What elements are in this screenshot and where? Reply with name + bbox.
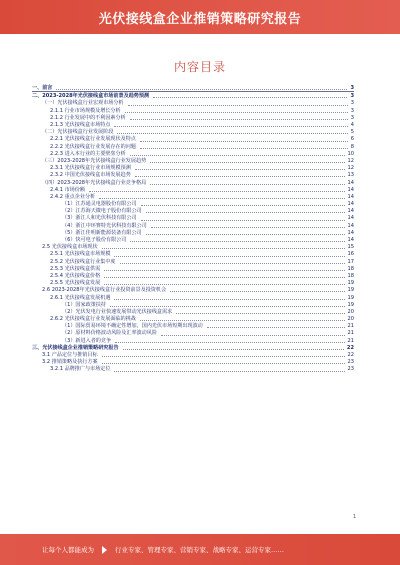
toc-entry[interactable]: [32, 135, 354, 142]
toc-entry-title: 2.6.1 光伏接线盒发展机遇: [50, 294, 111, 301]
toc-entry-page: 19: [347, 301, 354, 308]
toc-leader-dots: [207, 327, 345, 328]
toc-entry[interactable]: [32, 243, 354, 250]
toc-entry-page: 14: [347, 193, 354, 200]
arrow-right-icon: [102, 546, 107, 554]
toc-entry-page: 18: [347, 265, 354, 272]
toc-entry-title: （一）光伏接线盒行业宏观市场分析: [42, 100, 124, 107]
toc-leader-dots: [115, 342, 344, 343]
toc-leader-dots: [146, 234, 345, 235]
footer-band: [0, 534, 400, 565]
toc-entry[interactable]: [32, 178, 354, 185]
toc-entry-title: 一、前言: [32, 85, 53, 92]
toc-entry-title: （1）江苏通灵电器股份有限公司: [62, 201, 137, 208]
toc-entry-page: 8: [350, 143, 354, 150]
toc-entry-title: 2.5.5 光伏接线盒发展: [50, 280, 101, 287]
document-title: 光伏接线盒企业推销策略研究报告: [98, 12, 302, 27]
toc-entry[interactable]: [32, 171, 354, 178]
toc-entry-page: 12: [347, 157, 354, 164]
toc-entry[interactable]: [32, 91, 354, 99]
toc-leader-dots: [130, 241, 344, 242]
toc-entry-page: 20: [347, 308, 354, 315]
toc-entry[interactable]: [32, 121, 354, 128]
toc-entry[interactable]: [32, 322, 354, 329]
toc-entry-page: 14: [347, 229, 354, 236]
toc-entry-title: 二、2023-2028年光伏接线盒市场前景及趋势预测: [32, 93, 150, 100]
toc-leader-dots: [56, 89, 347, 90]
toc-entry[interactable]: [32, 164, 354, 171]
toc-entry-page: 14: [347, 208, 354, 215]
toc-leader-dots: [114, 256, 344, 257]
toc-entry-title: 2.2.2 光伏接线盒行业发展存在的问题: [50, 143, 136, 150]
toc-entry[interactable]: [32, 186, 354, 193]
toc-entry[interactable]: [32, 344, 354, 351]
toc-entry[interactable]: [32, 107, 354, 114]
toc-leader-dots: [114, 371, 344, 372]
toc-entry-page: 3: [350, 85, 354, 92]
toc-leader-dots: [102, 356, 345, 357]
toc-leader-dots: [117, 133, 347, 134]
toc-entry-title: 2.2.3 进入本行业的主要壁垒分析: [50, 150, 126, 157]
toc-entry-page: 12: [347, 165, 354, 172]
toc-entry[interactable]: [32, 351, 354, 358]
toc-leader-dots: [141, 205, 345, 206]
toc-leader-dots: [170, 291, 344, 292]
toc-leader-dots: [102, 363, 345, 364]
toc-entry-title: 3.2 推销策略及执行方案: [42, 359, 98, 366]
toc-entry-title: 2.5 光伏接线盒市场现状: [42, 244, 98, 251]
toc-entry-title: （四）2023-2028年光伏接线盒行业竞争格局: [42, 179, 147, 186]
toc-leader-dots: [102, 248, 345, 249]
toc-entry[interactable]: [32, 236, 354, 243]
toc-entry[interactable]: [32, 157, 354, 164]
toc-entry-page: 5: [350, 129, 354, 136]
toc-leader-dots: [130, 155, 345, 156]
toc-leader-dots: [140, 148, 348, 149]
toc-entry-title: 2.1.1 行业市场规模及增长分析: [50, 107, 121, 114]
toc-entry-title: 2.5.3 光伏接线盒供需: [50, 265, 101, 272]
toc-leader-dots: [104, 284, 344, 285]
toc-entry[interactable]: [32, 308, 354, 315]
footer-services: 行业专家、管理专家、营销专家、战略专家、运营专家……: [115, 546, 284, 554]
toc-leader-dots: [150, 184, 344, 185]
toc-entry-page: 3: [350, 93, 354, 100]
toc-entry-title: （二）光伏接线盒行业发展阶段: [42, 129, 114, 136]
toc-leader-dots: [104, 277, 344, 278]
toc-entry-title: 2.5.2 光伏接线盒行业集中度: [50, 258, 116, 265]
toc-entry-page: 22: [346, 344, 354, 351]
toc-entry[interactable]: [32, 200, 354, 207]
toc-entry-page: 4: [350, 122, 354, 129]
toc-entry-page: 14: [347, 179, 354, 186]
toc-entry-title: 三、光伏接线盒企业推销策略研究报告: [32, 344, 119, 351]
toc-leader-dots: [89, 191, 345, 192]
toc-entry-title: 2.3.2 中国光伏接线盒市场发展趋势: [50, 172, 131, 179]
toc-entry[interactable]: [32, 258, 354, 265]
toc-entry[interactable]: [32, 329, 354, 336]
toc-entry[interactable]: [32, 365, 354, 372]
toc-leader-dots: [104, 270, 344, 271]
toc-leader-dots: [146, 212, 345, 213]
toc-entry[interactable]: [32, 272, 354, 279]
toc-entry-title: 2.6 2023-2028年光伏接线盒行业投资前景及投资机会: [42, 287, 167, 294]
toc-entry[interactable]: [32, 207, 354, 214]
toc-entry[interactable]: [32, 301, 354, 308]
toc-entry-page: 17: [347, 258, 354, 265]
toc-entry-title: 3.2.1 品牌推广与市场定位: [50, 366, 111, 373]
toc-entry[interactable]: [32, 358, 354, 365]
toc-entry-page: 21: [347, 323, 354, 330]
toc-entry[interactable]: [32, 150, 354, 157]
toc-entry-page: 13: [347, 172, 354, 179]
toc-leader-dots: [125, 112, 348, 113]
toc-entry-title: （2）江苏海天微电子股份有限公司: [62, 208, 142, 215]
toc-leader-dots: [120, 263, 345, 264]
toc-leader-dots: [140, 320, 345, 321]
toc-entry-title: 2.1.3 光伏接线盒市场特点: [50, 122, 111, 129]
toc-entry[interactable]: [32, 128, 354, 135]
toc-entry[interactable]: [32, 337, 354, 344]
toc-heading: 内容目录: [173, 60, 226, 74]
toc-leader-dots: [176, 313, 344, 314]
toc-entry-page: 3: [350, 114, 354, 121]
toc-leader-dots: [99, 198, 344, 199]
toc-leader-dots: [135, 169, 345, 170]
toc-entry-page: 14: [347, 215, 354, 222]
toc-leader-dots: [123, 349, 344, 350]
toc-entry-page: 20: [347, 316, 354, 323]
toc-entry-title: 2.2.1 光伏接线盒行业发展现状及特点: [50, 136, 136, 143]
toc-entry-title: 2.1.2 行业发展中的不利因素分析: [50, 114, 126, 121]
toc-entry-page: 21: [347, 330, 354, 337]
toc-entry-page: 3: [350, 100, 354, 107]
toc-entry-page: 16: [347, 251, 354, 258]
toc-leader-dots: [151, 227, 345, 228]
toc-leader-dots: [161, 335, 345, 336]
toc-entry-title: （6）快可电子股份有限公司: [62, 237, 127, 244]
page-number: 1: [352, 514, 356, 520]
toc-entry-page: 19: [347, 287, 354, 294]
toc-entry-title: 2.5.1 光伏接线盒市场规模: [50, 251, 111, 258]
toc-leader-dots: [135, 176, 345, 177]
toc-entry-title: 2.4.2 重点企业分析: [50, 193, 96, 200]
toc-entry[interactable]: [32, 286, 354, 293]
toc-entry-title: （三）2023-2028年光伏接线盒行业发展趋势: [42, 157, 147, 164]
toc-entry-title: （5）浙江佳明新能源装备有限公司: [62, 229, 142, 236]
toc-entry[interactable]: [32, 84, 354, 91]
footer-slogan: 让每个人都能成为: [42, 546, 94, 554]
toc-entry-title: （3）新进入者的竞争: [62, 337, 112, 344]
toc-entry[interactable]: [32, 229, 354, 236]
toc-entry[interactable]: [32, 214, 354, 221]
toc-entry-page: 6: [350, 136, 354, 143]
toc-leader-dots: [150, 162, 344, 163]
toc-entry-page: 14: [347, 201, 354, 208]
toc-entry-title: （1）国家政策扶持: [62, 301, 106, 308]
toc-entry[interactable]: [32, 143, 354, 150]
toc-entry-page: 21: [347, 337, 354, 344]
toc-leader-dots: [114, 126, 347, 127]
toc-entry-title: 2.3.1 光伏接线盒行业市场规模预测: [50, 165, 131, 172]
toc-leader-dots: [110, 306, 345, 307]
toc-entry[interactable]: [32, 250, 354, 257]
toc-entry-title: 2.6.2 光伏接线盒行业发展面临的挑战: [50, 316, 136, 323]
toc-entry[interactable]: [32, 99, 354, 106]
toc-entry-page: 14: [347, 237, 354, 244]
toc-entry-page: 3: [350, 107, 354, 114]
toc-entry-title: （2）光伏发电行业快速发展带动光伏接线盒需求: [62, 308, 173, 315]
toc-entry-title: 2.5.4 光伏接线盒价格: [50, 272, 101, 279]
toc-leader-dots: [128, 105, 348, 106]
toc-entry[interactable]: [32, 222, 354, 229]
toc-entry-page: 22: [347, 352, 354, 359]
toc-leader-dots: [114, 299, 344, 300]
toc-entry-page: 19: [347, 280, 354, 287]
toc-entry-page: 18: [347, 272, 354, 279]
toc-leader-dots: [153, 97, 347, 98]
toc-entry-page: 23: [347, 366, 354, 373]
toc-leader-dots: [140, 141, 348, 142]
toc-entry[interactable]: [32, 114, 354, 121]
toc-entry-title: 2.4.1 市场份额: [50, 186, 85, 193]
toc-entry-page: 14: [347, 222, 354, 229]
toc-entry-page: 10: [347, 150, 354, 157]
toc-entry-page: 14: [347, 186, 354, 193]
toc-entry[interactable]: [32, 279, 354, 286]
toc-entry-page: 23: [347, 359, 354, 366]
toc-entry[interactable]: [32, 293, 354, 300]
toc-entry-page: 19: [347, 294, 354, 301]
toc-entry-title: （3）浙江人和光伏科技有限公司: [62, 215, 137, 222]
toc-entry[interactable]: [32, 315, 354, 322]
toc-entry[interactable]: [32, 265, 354, 272]
toc-entry-page: 15: [347, 244, 354, 251]
toc-entry-title: （4）浙江中环赛特光伏科技有限公司: [62, 222, 147, 229]
toc-leader-dots: [130, 119, 348, 120]
toc-entry[interactable]: [32, 193, 354, 200]
toc-entry-title: 3.1 产品定位与推销目标: [42, 352, 98, 359]
toc-entry-title: （2）原材料价格波动风险及汇率波动风险: [62, 330, 157, 337]
toc-entry-title: （1）国际贸易环境不确定性增加，国内光伏市场短期出现波动: [62, 323, 203, 330]
toc-leader-dots: [141, 220, 345, 221]
table-of-contents: [32, 84, 354, 516]
